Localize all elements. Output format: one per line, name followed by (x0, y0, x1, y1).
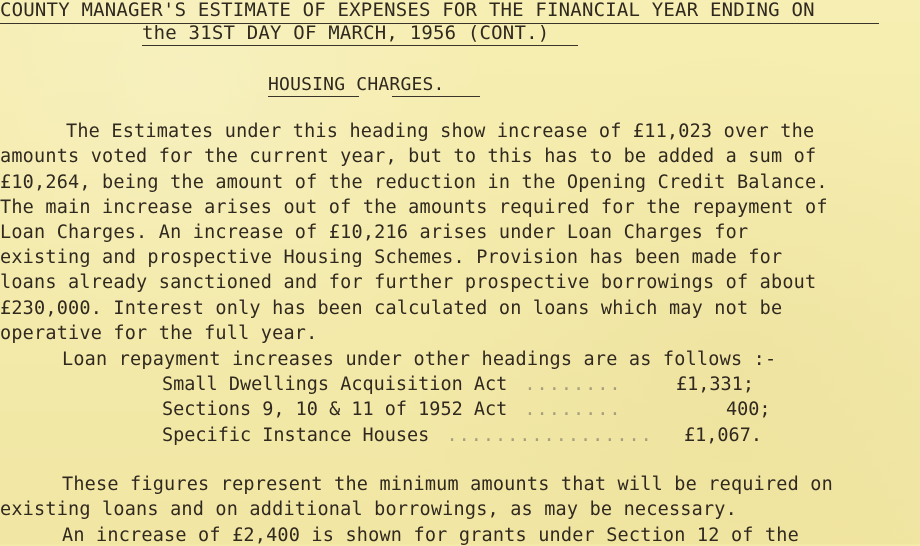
list-amount-specific-instance-houses: £1,067. (684, 425, 762, 446)
list-amount-sections-act: 400; (726, 399, 771, 420)
paragraph-line-2: amounts voted for the current year, but to this has to be added a sum of (0, 146, 817, 167)
section-underline-right (392, 96, 480, 97)
paragraph-line-9: operative for the full year. (0, 323, 318, 344)
paragraph-line-1: The Estimates under this heading show increase of £11,023 over the (66, 121, 815, 142)
list-item-label: Specific Instance Houses (162, 425, 430, 446)
title-line-2: the 31ST DAY OF MARCH, 1956 (CONT.) (142, 22, 550, 44)
paragraph-line-6: existing and prospective Housing Schemes. Provision has been made for (0, 247, 783, 268)
title-line-1: COUNTY MANAGER'S ESTIMATE OF EXPENSES FOR THE FINANCIAL YEAR ENDING ON (0, 0, 815, 21)
paragraph-line-4: The main increase arises out of the amounts required for the repayment of (0, 197, 828, 218)
leader-dots: ........ (524, 399, 622, 420)
list-amount-small-dwellings: £1,331; (676, 374, 754, 395)
title-underline-2 (142, 45, 578, 46)
closing-line-2: existing loans and on additional borrowings, as may be necessary. (0, 499, 737, 520)
list-item-sections-act (162, 401, 622, 420)
leader-dots: ................. (446, 425, 653, 446)
section-underline-left (268, 96, 359, 97)
paragraph-line-3: £10,264, being the amount of the reduction in the Opening Credit Balance. (0, 172, 828, 193)
section-heading: HOUSING CHARGES. (268, 74, 445, 95)
list-item-label: Small Dwellings Acquisition Act (162, 374, 508, 395)
paragraph-line-8: £230,000. Interest only has been calculated on loans which may not be (0, 298, 783, 319)
paragraph-line-5: Loan Charges. An increase of £10,216 arises under Loan Charges for (0, 222, 749, 243)
list-item-small-dwellings (162, 376, 622, 395)
list-item-label: Sections 9, 10 & 11 of 1952 Act (162, 399, 508, 420)
paragraph-line-7: loans already sanctioned and for further prospective borrowings of about (0, 272, 817, 293)
leader-dots: ........ (524, 374, 622, 395)
closing-line-1: These figures represent the minimum amounts that will be required on (62, 474, 833, 495)
paragraph-line-10: Loan repayment increases under other headings are as follows :- (62, 349, 777, 370)
list-item-specific-instance-houses (162, 427, 653, 446)
closing-line-3: An increase of £2,400 is shown for grants under Section 12 of the (62, 525, 799, 546)
